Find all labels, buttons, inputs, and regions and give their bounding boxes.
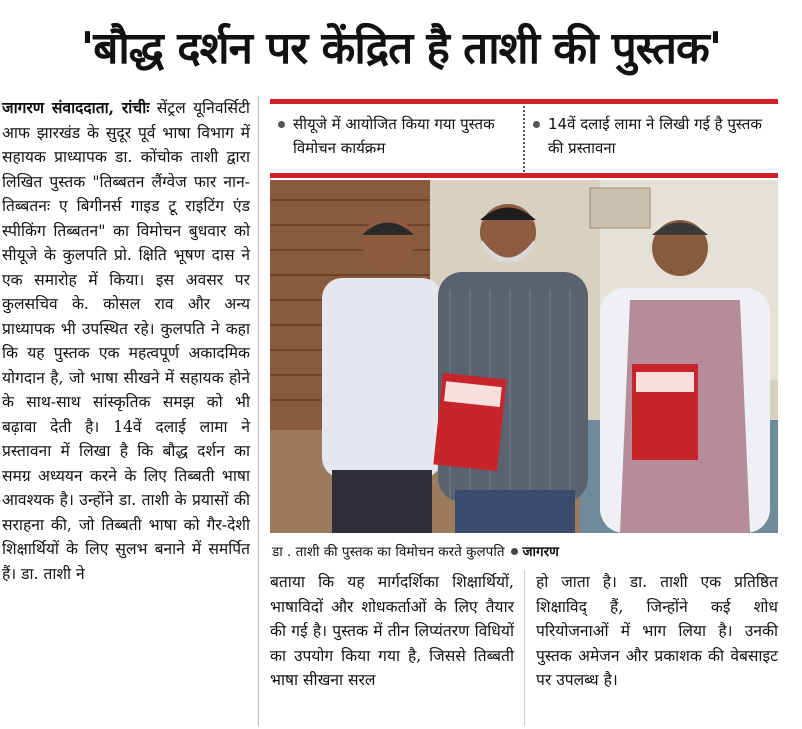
column-divider xyxy=(258,96,259,726)
highlight-text: 14वें दलाई लामा ने लिखी गई है पुस्तक की प्रस्तावना xyxy=(548,115,762,157)
article-column-left xyxy=(2,96,250,726)
caption-text: डा . ताशी की पुस्तक का विमोचन करते कुलपति xyxy=(272,544,505,560)
photo-caption xyxy=(272,541,778,561)
highlights-box xyxy=(270,106,778,172)
bullet-icon xyxy=(533,121,540,128)
photo-illustration xyxy=(270,180,778,533)
highlight-item xyxy=(270,106,523,172)
article-column-middle xyxy=(270,570,514,726)
article-text-right: हो जाता है। डा. ताशी एक प्रतिष्ठित शिक्षाविद् हैं, जिन्होंने कई शोध परियोजनाओं में भाग लिया है। उनकी पुस्तक अमेजन और प्रकाशक की वेबसाइट पर उपलब्ध है। xyxy=(536,573,778,689)
photo-credit: जागरण xyxy=(522,544,559,560)
highlight-top-rule xyxy=(270,99,778,104)
dateline: जागरण संवाददाता, रांचीः xyxy=(2,98,150,117)
article-text-middle: बताया कि यह मार्गदर्शिका शिक्षार्थियों, भाषाविदों और शोधकर्ताओं के लिए तैयार की गई है। पुस्तक में तीन लिप्यंतरण विधियों का उपयोग किया गया है, जिससे तिब्बती भाषा सीखना सरल xyxy=(270,573,514,689)
article-body-left xyxy=(2,96,250,586)
article-text-left: सेंट्रल यूनिवर्सिटी आफ झारखंड के सुदूर पूर्व भाषा विभाग में सहायक प्राध्यापक डा. कोंचोक ताशी द्वारा लिखित पुस्तक "तिब्बतन लैंग्वेज फार नान-तिब्बतनः ए बिगीनर्स गाइड टू राइटिंग एंड स्पीकिंग तिब्बतन" का विमोचन बुधवार को सीयूजे के कुलपति प्रो. क्षिति भूषण दास ने एक समारोह में किया। इस अवसर पर कुलसचिव के. कोसल राव और अन्य प्राध्यापक भी उपस्थित रहे। कुलपति ने कहा कि यह पुस्तक एक महत्वपूर्ण अकादमिक योगदान है, जो भाषा सीखने में सहायक होने के साथ-साथ सांस्कृतिक समझ को भी बढ़ावा देती है। 14वें दलाई लामा ने प्रस्तावना में लिखा है कि बौद्ध दर्शन का समग्र अध्ययन करने के लिए तिब्बती भाषा आवश्यक है। उन्होंने डा. ताशी के प्रयासों की सराहना की, जो तिब्बती भाषा को गैर-देशी शिक्षार्थियों के लिए सुलभ बनाने में समर्पित हैं। डा. ताशी ने xyxy=(2,99,250,583)
caption-bullet-icon xyxy=(511,548,518,555)
book-left xyxy=(433,373,506,471)
news-photo xyxy=(270,180,778,533)
article-column-right xyxy=(536,570,778,726)
column-divider xyxy=(524,570,525,726)
headline: 'बौद्ध दर्शन पर केंद्रित है ताशी की पुस्तक' xyxy=(80,23,722,74)
bullet-icon xyxy=(278,121,285,128)
highlight-item xyxy=(523,106,778,172)
highlight-text: सीयूजे में आयोजित किया गया पुस्तक विमोचन कार्यक्रम xyxy=(293,115,495,157)
highlight-bottom-rule xyxy=(270,173,778,178)
book-right xyxy=(632,364,698,460)
